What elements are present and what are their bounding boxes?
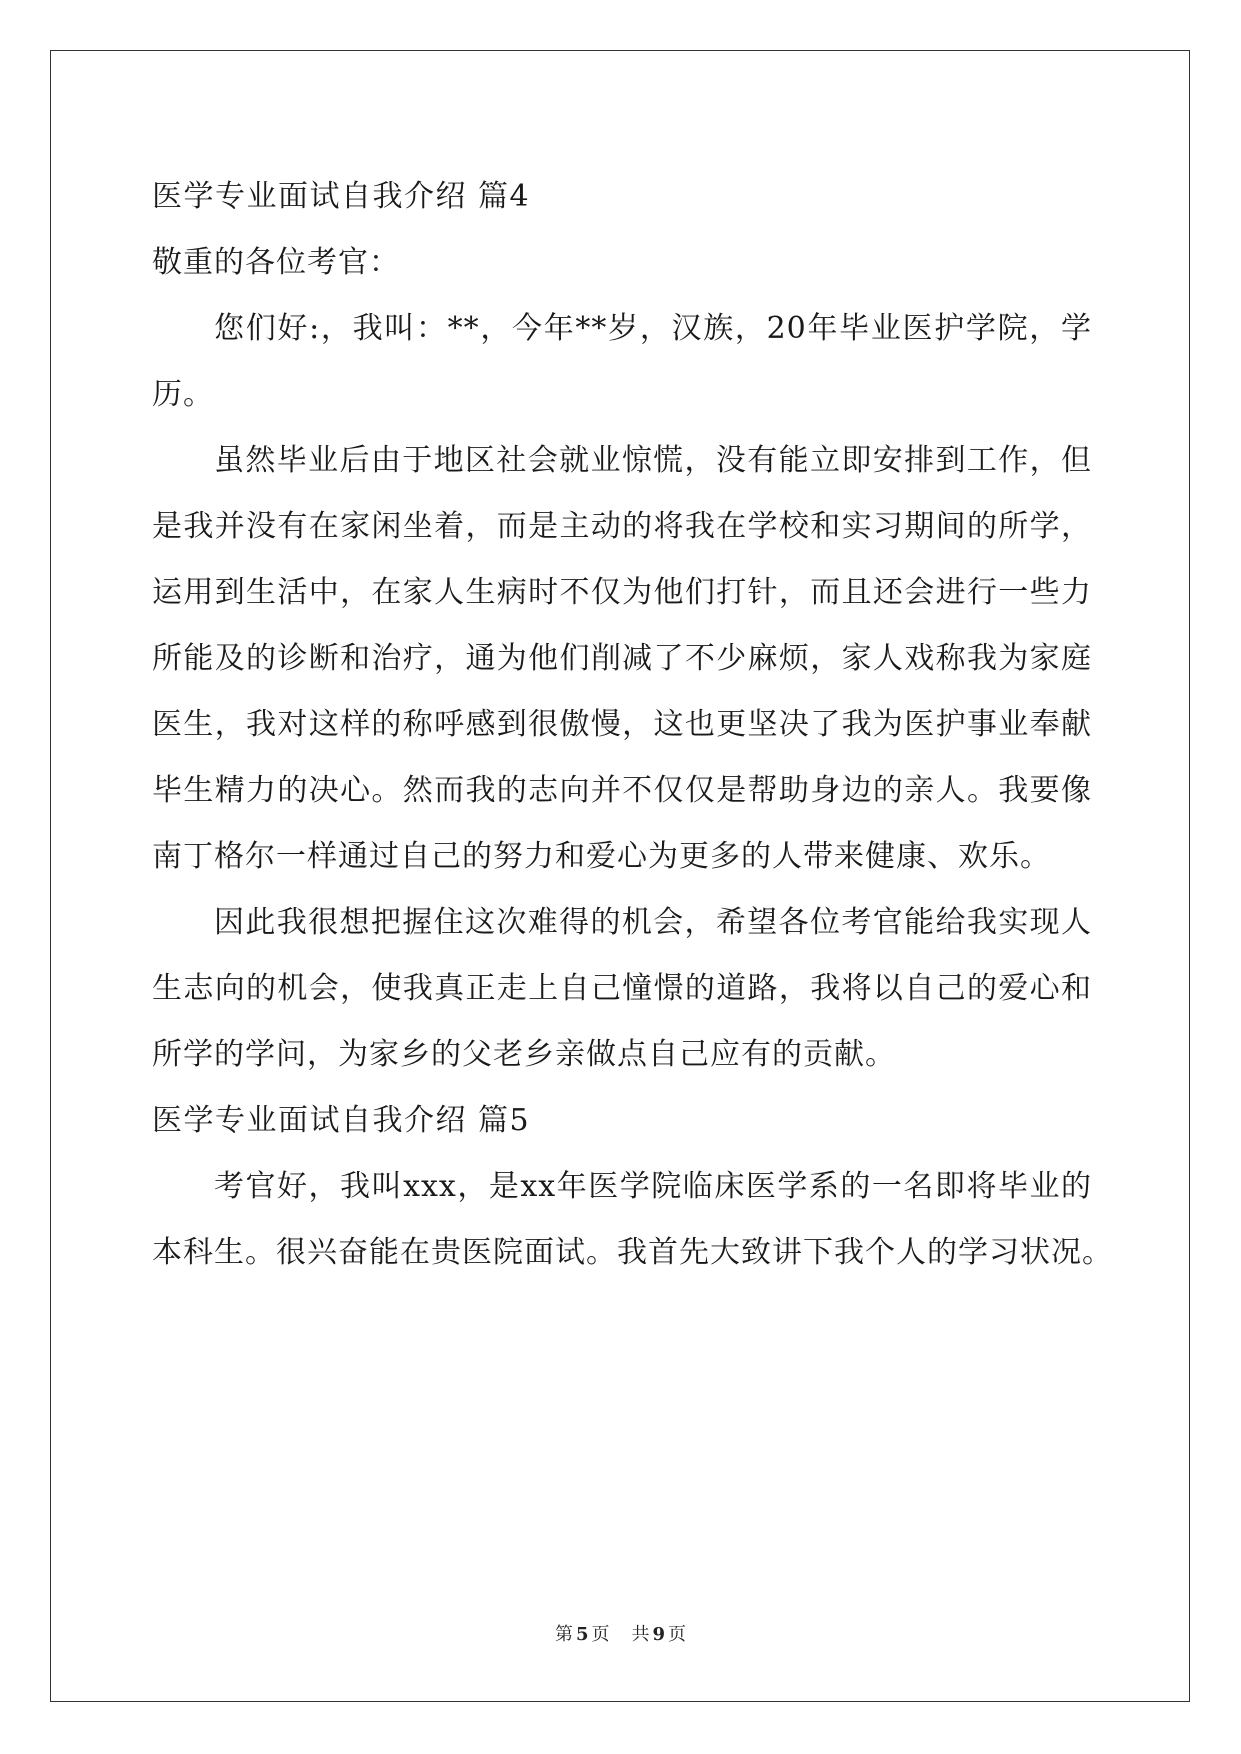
section-heading-4: 医学专业面试自我介绍 篇4 [152,179,531,214]
page-prefix: 第 [554,1624,573,1645]
paragraph-line: 历。 [152,377,214,412]
total-prefix: 共 [631,1624,650,1645]
page-total: 9 [652,1624,666,1645]
paragraph-line: 您们好:，我叫：**，今年**岁，汉族，20年毕业医护学院，学 [214,311,1092,346]
paragraph-line: 因此我很想把握住这次难得的机会，希望各位考官能给我实现人 [214,905,1092,940]
paragraph-line: 虽然毕业后由于地区社会就业惊慌，没有能立即安排到工作，但 [214,443,1092,478]
document-body [152,164,1113,1286]
paragraph-line: 所学的学问，为家乡的父老乡亲做点自己应有的贡献。 [152,1037,896,1072]
paragraph-line: 南丁格尔一样通过自己的努力和爱心为更多的人带来健康、欢乐。 [152,839,1051,874]
paragraph-line: 本科生。很兴奋能在贵医院面试。我首先大致讲下我个人的学习状况。 [152,1235,1113,1270]
paragraph-line: 生志向的机会，使我真正走上自己憧憬的道路，我将以自己的爱心和 [152,971,1092,1006]
paragraph-line: 所能及的诊断和治疗，通为他们削减了不少麻烦，家人戏称我为家庭 [152,641,1092,676]
paragraph-line: 毕生精力的决心。然而我的志向并不仅仅是帮助身边的亲人。我要像 [152,773,1092,808]
paragraph-line: 医生，我对这样的称呼感到很傲慢，这也更坚决了我为医护事业奉献 [152,707,1092,742]
section-heading-5: 医学专业面试自我介绍 篇5 [152,1103,531,1138]
total-suffix: 页 [668,1624,687,1645]
page-current: 5 [575,1624,589,1645]
page-suffix: 页 [591,1624,610,1645]
paragraph-line: 运用到生活中，在家人生病时不仅为他们打针，而且还会进行一些力 [152,575,1092,610]
paragraph-line: 考官好，我叫xxx，是xx年医学院临床医学系的一名即将毕业的 [214,1169,1092,1204]
paragraph-line: 是我并没有在家闲坐着，而是主动的将我在学校和实习期间的所学， [152,509,1092,544]
salutation: 敬重的各位考官： [152,245,400,280]
page-footer [0,1620,1241,1646]
